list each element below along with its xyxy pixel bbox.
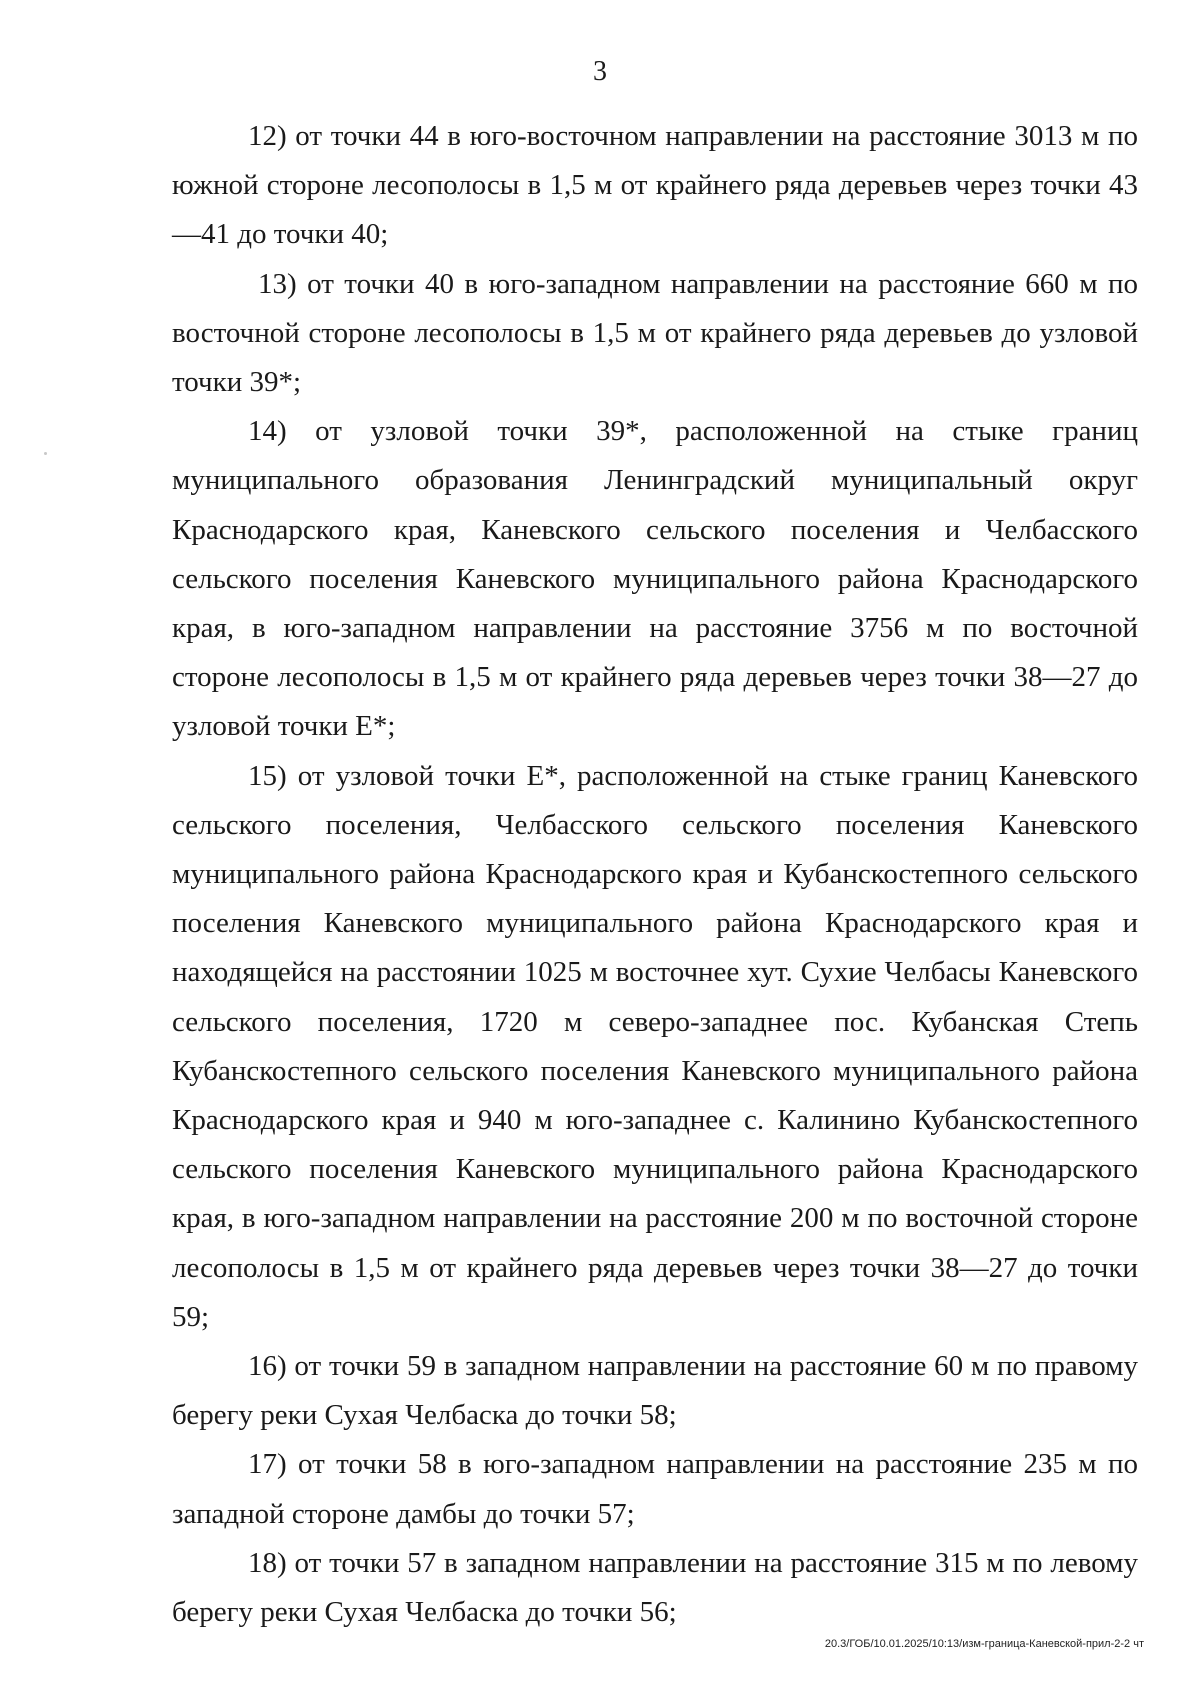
paragraph-15: 15) от узловой точки Е*, расположенной на стыке границ Каневского сельского поселения, Челбасского сельского поселения Каневского муниципального района Краснодарского края и Кубанскостепного сельского поселения Каневского муниципального района Краснодарского края и находящейся на расстоянии 1025 м восточнее хут. Сухие Челбасы Каневского сельского поселения, 1720 м северо-западнее пос. Кубанская Степь Кубанскостепного сельского поселения Каневского муниципального района Краснодарского края и 940 м юго-западнее с. Калинино Кубанскостепного сельского поселения Каневского муниципального района Краснодарского края, в юго-западном направлении на расстояние 200 м по восточной стороне лесополосы в 1,5 м от крайнего ряда деревьев через точки 38—27 до точки 59; <box>172 759 1138 1333</box>
paragraph-16: 16) от точки 59 в западном направлении на расстояние 60 м по правому берегу реки Сухая Челбаска до точки 58; <box>172 1350 1138 1432</box>
page-number: 3 <box>593 56 607 87</box>
paragraph-14: 14) от узловой точки 39*, расположенной на стыке границ муниципального образования Ленинградский муниципальный округ Краснодарского края, Каневского сельского поселения и Челбасского сельского поселения Каневского муниципального района Краснодарского края, в юго-западном направлении на расстояние 3756 м по восточной стороне лесополосы в 1,5 м от крайнего ряда деревьев через точки 38—27 до узловой точки Е*; <box>172 415 1138 743</box>
paragraph-17: 17) от точки 58 в юго-западном направлении на расстояние 235 м по западной стороне дамбы до точки 57; <box>172 1448 1138 1530</box>
paragraph-12: 12) от точки 44 в юго-восточном направлении на расстояние 3013 м по южной стороне лесополосы в 1,5 м от крайнего ряда деревьев через точки 43—41 до точки 40; <box>172 120 1138 251</box>
document-footer-code: 20.3/ГОБ/10.01.2025/10:13/изм-граница-Каневской-прил-2-2 чт <box>824 1638 1144 1650</box>
document-body <box>172 112 1138 1637</box>
paragraph-13: 13) от точки 40 в юго-западном направлении на расстояние 660 м по восточной стороне лесополосы в 1,5 м от крайнего ряда деревьев до узловой точки 39*; <box>172 267 1138 399</box>
paragraph-18: 18) от точки 57 в западном направлении на расстояние 315 м по левому берегу реки Сухая Челбаска до точки 56; <box>172 1546 1138 1629</box>
scan-speck <box>44 452 47 455</box>
